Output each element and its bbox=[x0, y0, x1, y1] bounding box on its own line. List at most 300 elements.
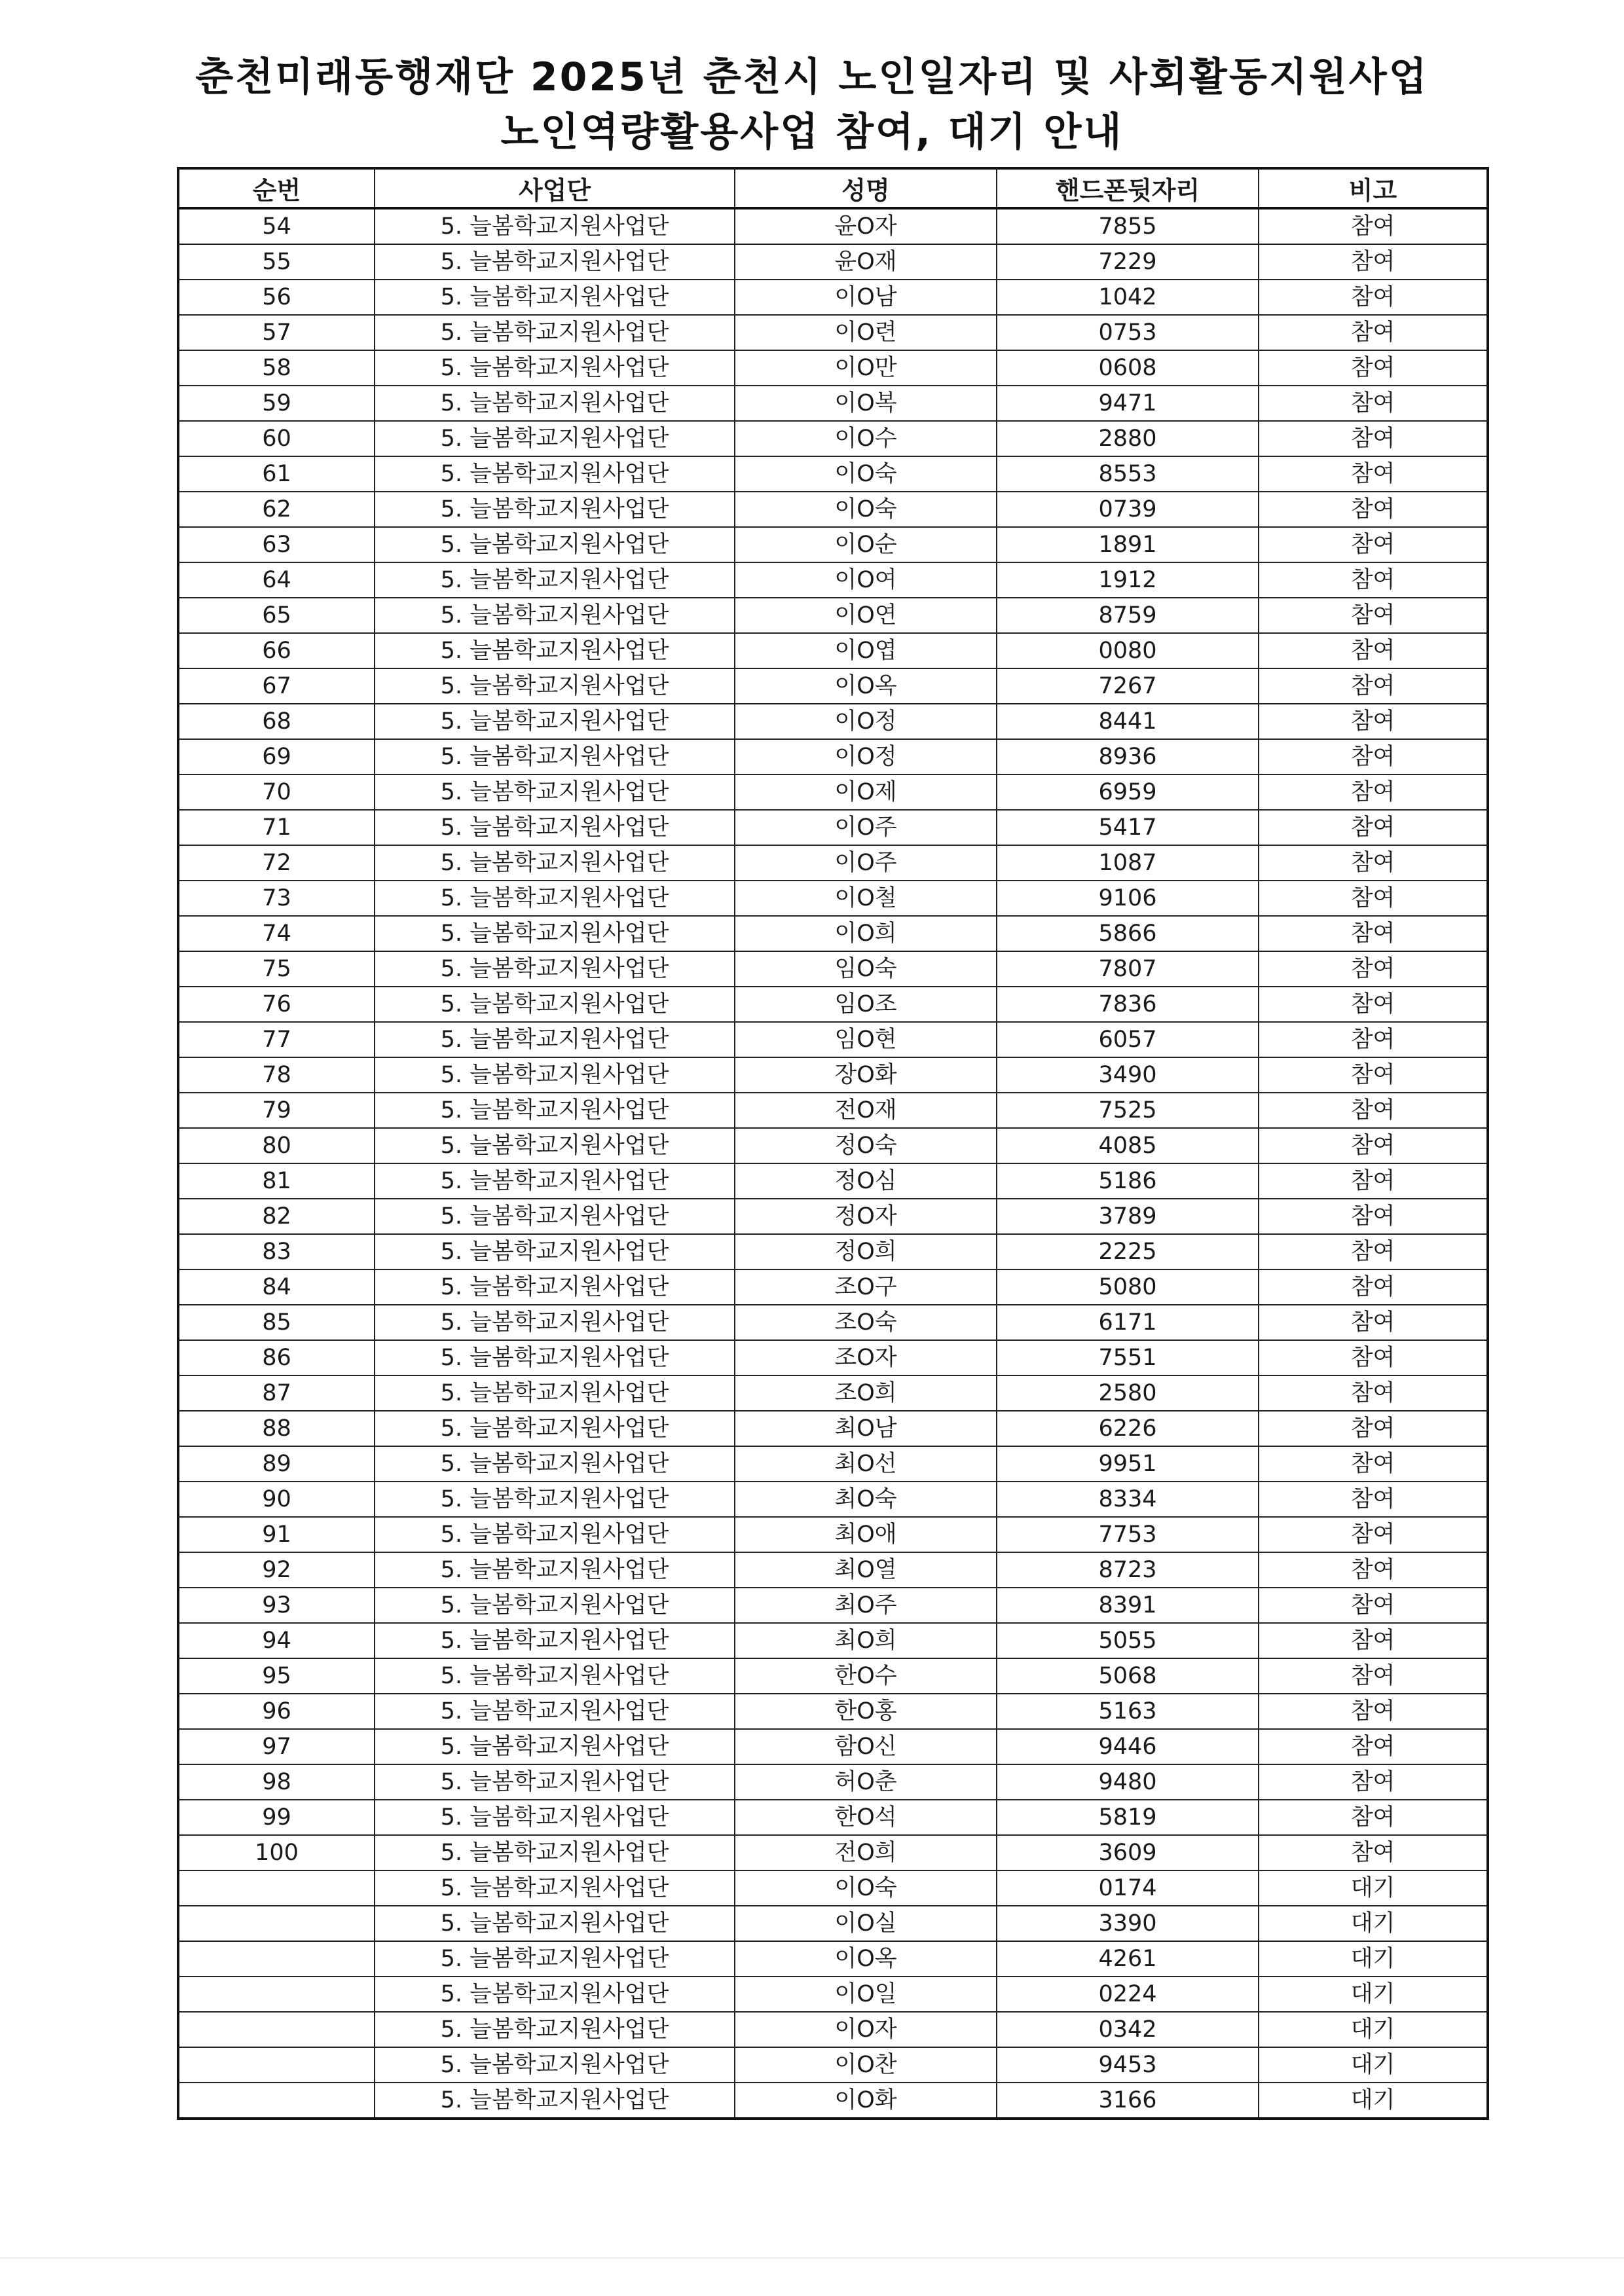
name-cell: 이O주 bbox=[735, 810, 997, 845]
note-cell: 참여 bbox=[1259, 810, 1488, 845]
table-row bbox=[178, 1057, 1488, 1093]
team-cell: 5. 늘봄학교지원사업단 bbox=[375, 1552, 735, 1588]
table-row bbox=[178, 633, 1488, 668]
table-row bbox=[178, 1588, 1488, 1623]
table-row bbox=[178, 1128, 1488, 1163]
phone-cell: 9471 bbox=[997, 386, 1259, 421]
name-cell: 이O숙 bbox=[735, 492, 997, 527]
note-cell: 참여 bbox=[1259, 1022, 1488, 1057]
team-cell: 5. 늘봄학교지원사업단 bbox=[375, 315, 735, 350]
name-cell: 이O실 bbox=[735, 1906, 997, 1941]
name-cell: 조O숙 bbox=[735, 1305, 997, 1340]
table-row bbox=[178, 1517, 1488, 1552]
name-cell: 최O애 bbox=[735, 1517, 997, 1552]
team-cell: 5. 늘봄학교지원사업단 bbox=[375, 244, 735, 280]
seq-cell: 70 bbox=[178, 774, 375, 810]
team-cell: 5. 늘봄학교지원사업단 bbox=[375, 1199, 735, 1234]
name-cell: 허O춘 bbox=[735, 1764, 997, 1800]
phone-cell: 1087 bbox=[997, 845, 1259, 881]
seq-cell: 94 bbox=[178, 1623, 375, 1658]
team-cell: 5. 늘봄학교지원사업단 bbox=[375, 1764, 735, 1800]
team-cell: 5. 늘봄학교지원사업단 bbox=[375, 527, 735, 562]
team-cell: 5. 늘봄학교지원사업단 bbox=[375, 1163, 735, 1199]
phone-cell: 7855 bbox=[997, 208, 1259, 244]
note-cell: 대기 bbox=[1259, 1906, 1488, 1941]
team-cell: 5. 늘봄학교지원사업단 bbox=[375, 704, 735, 739]
note-cell: 참여 bbox=[1259, 1376, 1488, 1411]
name-cell: 이O찬 bbox=[735, 2047, 997, 2083]
team-cell: 5. 늘봄학교지원사업단 bbox=[375, 598, 735, 633]
name-cell: 이O희 bbox=[735, 916, 997, 951]
phone-cell: 7753 bbox=[997, 1517, 1259, 1552]
phone-cell: 8391 bbox=[997, 1588, 1259, 1623]
note-cell: 참여 bbox=[1259, 244, 1488, 280]
phone-cell: 1891 bbox=[997, 527, 1259, 562]
phone-cell: 8759 bbox=[997, 598, 1259, 633]
name-cell: 윤O자 bbox=[735, 208, 997, 244]
name-cell: 정O심 bbox=[735, 1163, 997, 1199]
phone-cell: 5068 bbox=[997, 1658, 1259, 1694]
name-cell: 이O옥 bbox=[735, 668, 997, 704]
seq-cell: 63 bbox=[178, 527, 375, 562]
team-cell: 5. 늘봄학교지원사업단 bbox=[375, 739, 735, 774]
name-cell: 임O조 bbox=[735, 987, 997, 1022]
note-cell: 참여 bbox=[1259, 1093, 1488, 1128]
seq-cell: 66 bbox=[178, 633, 375, 668]
note-cell: 참여 bbox=[1259, 527, 1488, 562]
note-cell: 참여 bbox=[1259, 881, 1488, 916]
seq-cell bbox=[178, 1941, 375, 1977]
table-row bbox=[178, 1694, 1488, 1729]
phone-cell: 6959 bbox=[997, 774, 1259, 810]
name-cell: 이O엽 bbox=[735, 633, 997, 668]
team-cell: 5. 늘봄학교지원사업단 bbox=[375, 562, 735, 598]
name-cell: 정O자 bbox=[735, 1199, 997, 1234]
name-cell: 이O여 bbox=[735, 562, 997, 598]
note-cell: 대기 bbox=[1259, 1941, 1488, 1977]
phone-cell: 5866 bbox=[997, 916, 1259, 951]
table-row bbox=[178, 1552, 1488, 1588]
phone-cell: 9480 bbox=[997, 1764, 1259, 1800]
table-row bbox=[178, 1199, 1488, 1234]
table-row bbox=[178, 1623, 1488, 1658]
seq-cell bbox=[178, 2012, 375, 2047]
note-cell: 참여 bbox=[1259, 704, 1488, 739]
table-row bbox=[178, 2083, 1488, 2119]
name-cell: 조O자 bbox=[735, 1340, 997, 1376]
team-cell: 5. 늘봄학교지원사업단 bbox=[375, 421, 735, 456]
name-cell: 이O제 bbox=[735, 774, 997, 810]
name-cell: 이O숙 bbox=[735, 1870, 997, 1906]
seq-cell: 78 bbox=[178, 1057, 375, 1093]
phone-cell: 3390 bbox=[997, 1906, 1259, 1941]
seq-cell: 81 bbox=[178, 1163, 375, 1199]
name-cell: 이O만 bbox=[735, 350, 997, 386]
table-row bbox=[178, 1870, 1488, 1906]
phone-cell: 8723 bbox=[997, 1552, 1259, 1588]
note-cell: 참여 bbox=[1259, 1482, 1488, 1517]
phone-cell: 0608 bbox=[997, 350, 1259, 386]
seq-cell: 85 bbox=[178, 1305, 375, 1340]
team-cell: 5. 늘봄학교지원사업단 bbox=[375, 1977, 735, 2012]
phone-cell: 7525 bbox=[997, 1093, 1259, 1128]
seq-cell: 57 bbox=[178, 315, 375, 350]
table-row bbox=[178, 527, 1488, 562]
team-cell: 5. 늘봄학교지원사업단 bbox=[375, 810, 735, 845]
seq-cell: 72 bbox=[178, 845, 375, 881]
table-row bbox=[178, 1340, 1488, 1376]
table-row bbox=[178, 668, 1488, 704]
phone-cell: 3166 bbox=[997, 2083, 1259, 2119]
table-row bbox=[178, 1269, 1488, 1305]
name-cell: 이O남 bbox=[735, 280, 997, 315]
phone-cell: 4261 bbox=[997, 1941, 1259, 1977]
name-cell: 최O숙 bbox=[735, 1482, 997, 1517]
note-cell: 참여 bbox=[1259, 1234, 1488, 1269]
name-cell: 전O희 bbox=[735, 1835, 997, 1870]
team-cell: 5. 늘봄학교지원사업단 bbox=[375, 1022, 735, 1057]
phone-cell: 7267 bbox=[997, 668, 1259, 704]
note-cell: 참여 bbox=[1259, 668, 1488, 704]
team-cell: 5. 늘봄학교지원사업단 bbox=[375, 1305, 735, 1340]
note-cell: 참여 bbox=[1259, 633, 1488, 668]
name-cell: 이O철 bbox=[735, 881, 997, 916]
name-cell: 정O숙 bbox=[735, 1128, 997, 1163]
team-cell: 5. 늘봄학교지원사업단 bbox=[375, 2083, 735, 2119]
name-cell: 윤O재 bbox=[735, 244, 997, 280]
document-title: 춘천미래동행재단 2025년 춘천시 노인일자리 및 사회활동지원사업 bbox=[195, 54, 1429, 100]
note-cell: 참여 bbox=[1259, 1446, 1488, 1482]
phone-cell: 2580 bbox=[997, 1376, 1259, 1411]
team-cell: 5. 늘봄학교지원사업단 bbox=[375, 845, 735, 881]
name-cell: 이O일 bbox=[735, 1977, 997, 2012]
seq-cell: 55 bbox=[178, 244, 375, 280]
table-row bbox=[178, 1764, 1488, 1800]
table-row bbox=[178, 774, 1488, 810]
name-cell: 이O주 bbox=[735, 845, 997, 881]
phone-cell: 0739 bbox=[997, 492, 1259, 527]
table-row bbox=[178, 1376, 1488, 1411]
seq-cell: 62 bbox=[178, 492, 375, 527]
seq-cell: 74 bbox=[178, 916, 375, 951]
phone-cell: 5163 bbox=[997, 1694, 1259, 1729]
team-cell: 5. 늘봄학교지원사업단 bbox=[375, 633, 735, 668]
team-cell: 5. 늘봄학교지원사업단 bbox=[375, 1057, 735, 1093]
table-row bbox=[178, 1800, 1488, 1835]
table-row bbox=[178, 1305, 1488, 1340]
team-cell: 5. 늘봄학교지원사업단 bbox=[375, 1517, 735, 1552]
name-cell: 최O선 bbox=[735, 1446, 997, 1482]
seq-cell: 67 bbox=[178, 668, 375, 704]
team-cell: 5. 늘봄학교지원사업단 bbox=[375, 774, 735, 810]
seq-cell: 61 bbox=[178, 456, 375, 492]
document-subtitle: 노인역량활용사업 참여, 대기 안내 bbox=[500, 109, 1124, 155]
phone-cell: 5417 bbox=[997, 810, 1259, 845]
note-cell: 참여 bbox=[1259, 1588, 1488, 1623]
note-cell: 참여 bbox=[1259, 1658, 1488, 1694]
table-row bbox=[178, 1234, 1488, 1269]
team-cell: 5. 늘봄학교지원사업단 bbox=[375, 1800, 735, 1835]
note-cell: 참여 bbox=[1259, 845, 1488, 881]
phone-cell: 2225 bbox=[997, 1234, 1259, 1269]
note-cell: 참여 bbox=[1259, 280, 1488, 315]
note-cell: 참여 bbox=[1259, 1340, 1488, 1376]
seq-cell: 80 bbox=[178, 1128, 375, 1163]
seq-cell: 93 bbox=[178, 1588, 375, 1623]
seq-cell: 99 bbox=[178, 1800, 375, 1835]
seq-cell bbox=[178, 1906, 375, 1941]
table-row bbox=[178, 987, 1488, 1022]
phone-cell: 5819 bbox=[997, 1800, 1259, 1835]
team-cell: 5. 늘봄학교지원사업단 bbox=[375, 881, 735, 916]
note-cell: 대기 bbox=[1259, 2012, 1488, 2047]
team-cell: 5. 늘봄학교지원사업단 bbox=[375, 1482, 735, 1517]
seq-cell bbox=[178, 1977, 375, 2012]
table-row bbox=[178, 1941, 1488, 1977]
phone-cell: 5080 bbox=[997, 1269, 1259, 1305]
table-row bbox=[178, 1093, 1488, 1128]
seq-cell: 95 bbox=[178, 1658, 375, 1694]
phone-cell: 2880 bbox=[997, 421, 1259, 456]
note-cell: 대기 bbox=[1259, 1977, 1488, 2012]
team-cell: 5. 늘봄학교지원사업단 bbox=[375, 386, 735, 421]
seq-cell: 56 bbox=[178, 280, 375, 315]
phone-cell: 5186 bbox=[997, 1163, 1259, 1199]
note-cell: 참여 bbox=[1259, 1163, 1488, 1199]
team-cell: 5. 늘봄학교지원사업단 bbox=[375, 208, 735, 244]
table-row bbox=[178, 916, 1488, 951]
team-cell: 5. 늘봄학교지원사업단 bbox=[375, 1906, 735, 1941]
note-cell: 참여 bbox=[1259, 315, 1488, 350]
note-cell: 참여 bbox=[1259, 1057, 1488, 1093]
seq-cell: 84 bbox=[178, 1269, 375, 1305]
note-cell: 참여 bbox=[1259, 987, 1488, 1022]
table-row bbox=[178, 1022, 1488, 1057]
seq-cell bbox=[178, 2083, 375, 2119]
name-cell: 이O순 bbox=[735, 527, 997, 562]
table-row bbox=[178, 1482, 1488, 1517]
note-cell: 참여 bbox=[1259, 1729, 1488, 1764]
header-note: 비고 bbox=[1259, 168, 1488, 208]
seq-cell: 98 bbox=[178, 1764, 375, 1800]
note-cell: 참여 bbox=[1259, 916, 1488, 951]
phone-cell: 6057 bbox=[997, 1022, 1259, 1057]
seq-cell: 89 bbox=[178, 1446, 375, 1482]
phone-cell: 0174 bbox=[997, 1870, 1259, 1906]
team-cell: 5. 늘봄학교지원사업단 bbox=[375, 1340, 735, 1376]
name-cell: 이O옥 bbox=[735, 1941, 997, 1977]
name-cell: 이O정 bbox=[735, 704, 997, 739]
team-cell: 5. 늘봄학교지원사업단 bbox=[375, 1623, 735, 1658]
seq-cell: 82 bbox=[178, 1199, 375, 1234]
note-cell: 참여 bbox=[1259, 1835, 1488, 1870]
table-row bbox=[178, 2012, 1488, 2047]
table-body bbox=[178, 208, 1488, 2119]
table-row bbox=[178, 1906, 1488, 1941]
phone-cell: 0753 bbox=[997, 315, 1259, 350]
table-row bbox=[178, 598, 1488, 633]
table-row bbox=[178, 1977, 1488, 2012]
seq-cell: 90 bbox=[178, 1482, 375, 1517]
seq-cell: 68 bbox=[178, 704, 375, 739]
phone-cell: 8936 bbox=[997, 739, 1259, 774]
seq-cell: 79 bbox=[178, 1093, 375, 1128]
name-cell: 함O신 bbox=[735, 1729, 997, 1764]
name-cell: 이O자 bbox=[735, 2012, 997, 2047]
name-cell: 이O화 bbox=[735, 2083, 997, 2119]
phone-cell: 9446 bbox=[997, 1729, 1259, 1764]
table-row bbox=[178, 492, 1488, 527]
team-cell: 5. 늘봄학교지원사업단 bbox=[375, 1835, 735, 1870]
table-row bbox=[178, 1729, 1488, 1764]
phone-cell: 7807 bbox=[997, 951, 1259, 987]
phone-cell: 0342 bbox=[997, 2012, 1259, 2047]
table-row bbox=[178, 350, 1488, 386]
seq-cell: 64 bbox=[178, 562, 375, 598]
team-cell: 5. 늘봄학교지원사업단 bbox=[375, 1411, 735, 1446]
table-row bbox=[178, 1163, 1488, 1199]
seq-cell: 88 bbox=[178, 1411, 375, 1446]
table-row bbox=[178, 951, 1488, 987]
phone-cell: 3490 bbox=[997, 1057, 1259, 1093]
note-cell: 참여 bbox=[1259, 1269, 1488, 1305]
name-cell: 한O홍 bbox=[735, 1694, 997, 1729]
team-cell: 5. 늘봄학교지원사업단 bbox=[375, 1269, 735, 1305]
team-cell: 5. 늘봄학교지원사업단 bbox=[375, 916, 735, 951]
name-cell: 임O숙 bbox=[735, 951, 997, 987]
seq-cell: 60 bbox=[178, 421, 375, 456]
phone-cell: 6171 bbox=[997, 1305, 1259, 1340]
phone-cell: 8553 bbox=[997, 456, 1259, 492]
name-cell: 임O현 bbox=[735, 1022, 997, 1057]
note-cell: 참여 bbox=[1259, 421, 1488, 456]
note-cell: 참여 bbox=[1259, 208, 1488, 244]
phone-cell: 0080 bbox=[997, 633, 1259, 668]
table-row bbox=[178, 244, 1488, 280]
table-row bbox=[178, 704, 1488, 739]
header-team: 사업단 bbox=[375, 168, 735, 208]
name-cell: 이O정 bbox=[735, 739, 997, 774]
name-cell: 장O화 bbox=[735, 1057, 997, 1093]
table-row bbox=[178, 421, 1488, 456]
seq-cell: 69 bbox=[178, 739, 375, 774]
header-phone-last-digits: 핸드폰뒷자리 bbox=[997, 168, 1259, 208]
team-cell: 5. 늘봄학교지원사업단 bbox=[375, 1376, 735, 1411]
phone-cell: 3789 bbox=[997, 1199, 1259, 1234]
team-cell: 5. 늘봄학교지원사업단 bbox=[375, 951, 735, 987]
table-row bbox=[178, 456, 1488, 492]
seq-cell: 96 bbox=[178, 1694, 375, 1729]
name-cell: 이O숙 bbox=[735, 456, 997, 492]
name-cell: 최O남 bbox=[735, 1411, 997, 1446]
note-cell: 참여 bbox=[1259, 350, 1488, 386]
note-cell: 참여 bbox=[1259, 1623, 1488, 1658]
team-cell: 5. 늘봄학교지원사업단 bbox=[375, 1234, 735, 1269]
note-cell: 대기 bbox=[1259, 1870, 1488, 1906]
team-cell: 5. 늘봄학교지원사업단 bbox=[375, 668, 735, 704]
phone-cell: 7836 bbox=[997, 987, 1259, 1022]
team-cell: 5. 늘봄학교지원사업단 bbox=[375, 456, 735, 492]
seq-cell bbox=[178, 1870, 375, 1906]
phone-cell: 4085 bbox=[997, 1128, 1259, 1163]
seq-cell: 87 bbox=[178, 1376, 375, 1411]
phone-cell: 7551 bbox=[997, 1340, 1259, 1376]
note-cell: 참여 bbox=[1259, 1764, 1488, 1800]
page-bottom-divider bbox=[0, 2257, 1624, 2259]
team-cell: 5. 늘봄학교지원사업단 bbox=[375, 1870, 735, 1906]
seq-cell: 76 bbox=[178, 987, 375, 1022]
table-row bbox=[178, 881, 1488, 916]
seq-cell: 65 bbox=[178, 598, 375, 633]
table-row bbox=[178, 2047, 1488, 2083]
note-cell: 참여 bbox=[1259, 598, 1488, 633]
name-cell: 이O복 bbox=[735, 386, 997, 421]
name-cell: 한O석 bbox=[735, 1800, 997, 1835]
name-cell: 조O희 bbox=[735, 1376, 997, 1411]
note-cell: 참여 bbox=[1259, 562, 1488, 598]
note-cell: 참여 bbox=[1259, 951, 1488, 987]
name-cell: 한O수 bbox=[735, 1658, 997, 1694]
phone-cell: 9453 bbox=[997, 2047, 1259, 2083]
seq-cell: 91 bbox=[178, 1517, 375, 1552]
note-cell: 참여 bbox=[1259, 739, 1488, 774]
team-cell: 5. 늘봄학교지원사업단 bbox=[375, 1729, 735, 1764]
note-cell: 참여 bbox=[1259, 1552, 1488, 1588]
phone-cell: 9106 bbox=[997, 881, 1259, 916]
table-row bbox=[178, 1658, 1488, 1694]
team-cell: 5. 늘봄학교지원사업단 bbox=[375, 280, 735, 315]
team-cell: 5. 늘봄학교지원사업단 bbox=[375, 492, 735, 527]
name-cell: 조O구 bbox=[735, 1269, 997, 1305]
table-row bbox=[178, 315, 1488, 350]
table-row bbox=[178, 562, 1488, 598]
team-cell: 5. 늘봄학교지원사업단 bbox=[375, 1128, 735, 1163]
note-cell: 참여 bbox=[1259, 1128, 1488, 1163]
table-header-row bbox=[178, 168, 1488, 208]
phone-cell: 5055 bbox=[997, 1623, 1259, 1658]
note-cell: 참여 bbox=[1259, 1517, 1488, 1552]
seq-cell: 58 bbox=[178, 350, 375, 386]
seq-cell: 73 bbox=[178, 881, 375, 916]
note-cell: 대기 bbox=[1259, 2083, 1488, 2119]
team-cell: 5. 늘봄학교지원사업단 bbox=[375, 2047, 735, 2083]
seq-cell: 86 bbox=[178, 1340, 375, 1376]
team-cell: 5. 늘봄학교지원사업단 bbox=[375, 350, 735, 386]
note-cell: 참여 bbox=[1259, 1800, 1488, 1835]
team-cell: 5. 늘봄학교지원사업단 bbox=[375, 1093, 735, 1128]
seq-cell: 83 bbox=[178, 1234, 375, 1269]
header-seq: 순번 bbox=[178, 168, 375, 208]
name-cell: 최O주 bbox=[735, 1588, 997, 1623]
phone-cell: 6226 bbox=[997, 1411, 1259, 1446]
team-cell: 5. 늘봄학교지원사업단 bbox=[375, 2012, 735, 2047]
table-row bbox=[178, 1411, 1488, 1446]
team-cell: 5. 늘봄학교지원사업단 bbox=[375, 1941, 735, 1977]
note-cell: 참여 bbox=[1259, 1305, 1488, 1340]
table-row bbox=[178, 739, 1488, 774]
table-row bbox=[178, 1446, 1488, 1482]
note-cell: 참여 bbox=[1259, 492, 1488, 527]
seq-cell: 97 bbox=[178, 1729, 375, 1764]
seq-cell: 100 bbox=[178, 1835, 375, 1870]
team-cell: 5. 늘봄학교지원사업단 bbox=[375, 1658, 735, 1694]
phone-cell: 7229 bbox=[997, 244, 1259, 280]
team-cell: 5. 늘봄학교지원사업단 bbox=[375, 987, 735, 1022]
note-cell: 참여 bbox=[1259, 386, 1488, 421]
seq-cell: 75 bbox=[178, 951, 375, 987]
note-cell: 참여 bbox=[1259, 456, 1488, 492]
phone-cell: 8334 bbox=[997, 1482, 1259, 1517]
